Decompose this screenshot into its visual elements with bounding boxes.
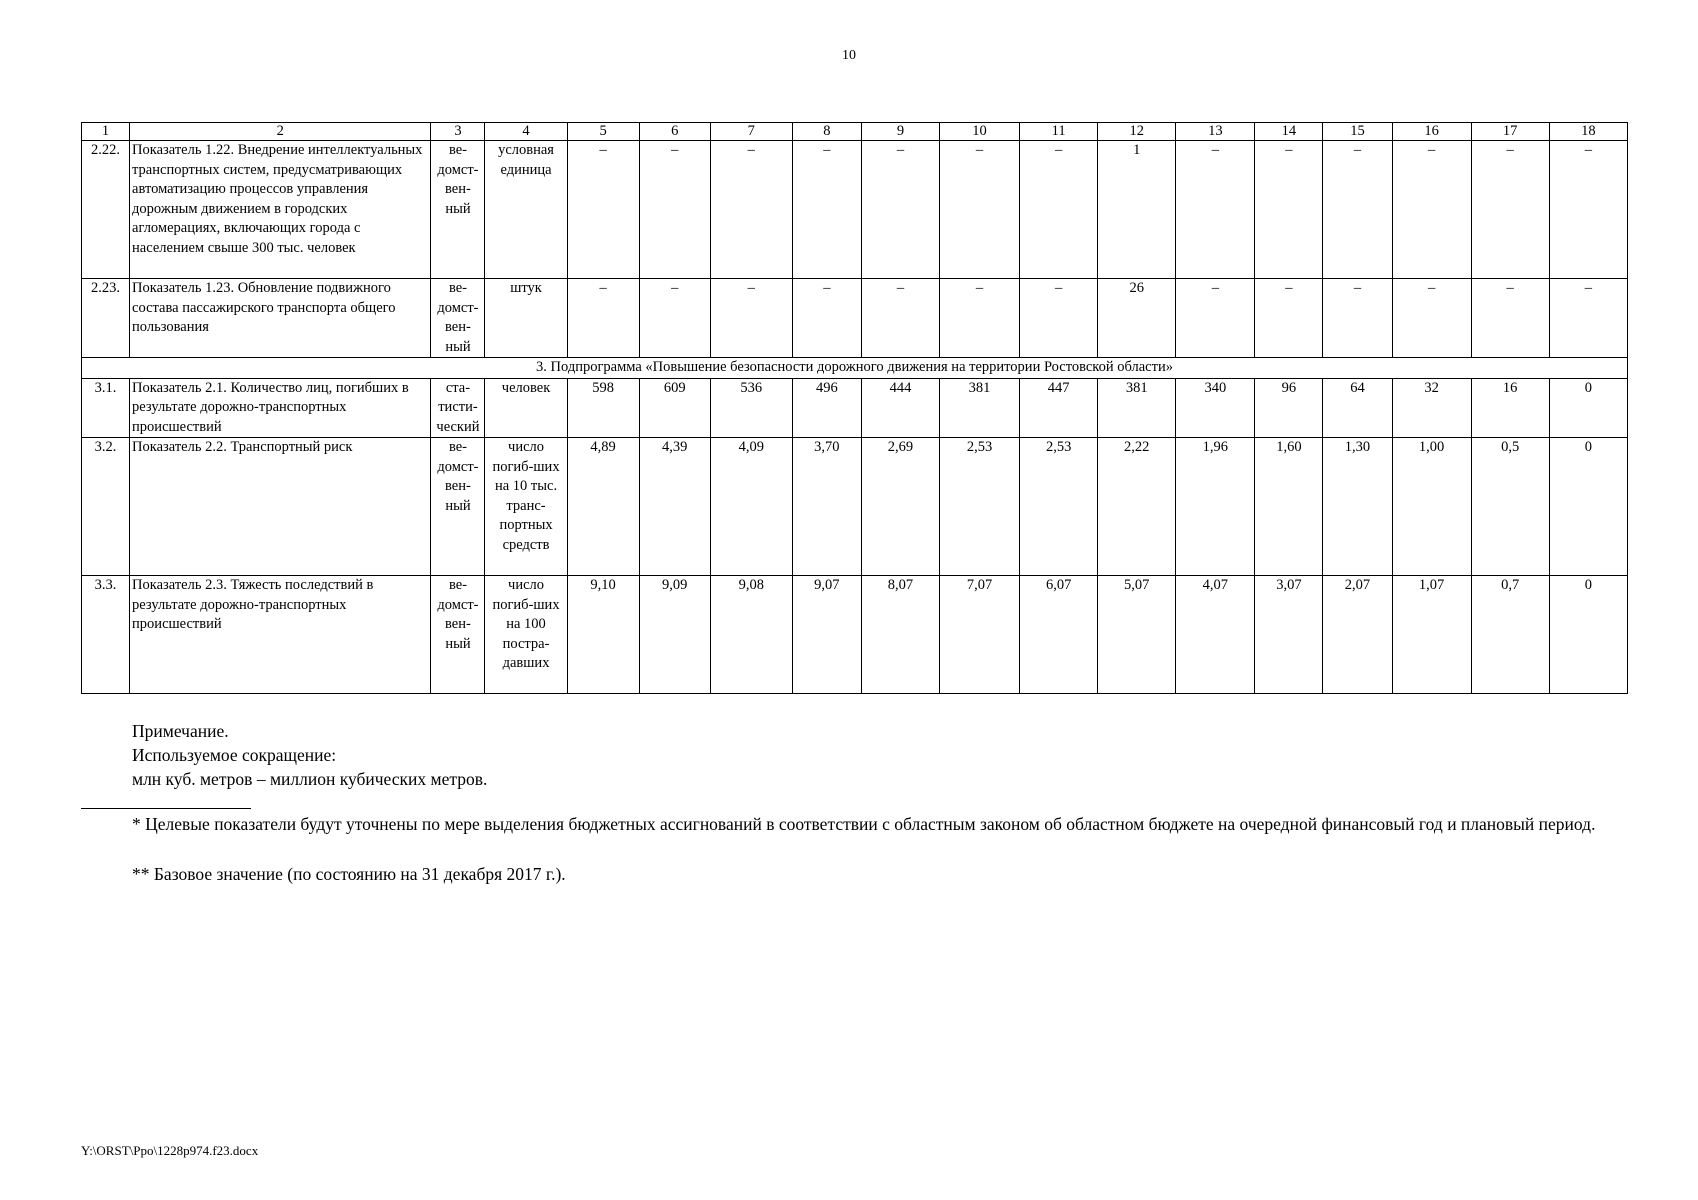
value-cell: – bbox=[1471, 279, 1549, 358]
value-cell: – bbox=[1392, 279, 1471, 358]
header-cell: 18 bbox=[1549, 123, 1627, 141]
value-cell: 4,39 bbox=[639, 438, 710, 576]
indicator-name: Показатель 2.2. Транспортный риск bbox=[130, 438, 431, 576]
value-cell: – bbox=[567, 279, 639, 358]
indicator-name: Показатель 1.22. Внедрение интеллектуальных транспортных систем, предусматривающих автоматизацию процессов управления дорожным движением в городских агломерациях, включающих города с населением свыше 300 тыс. человек bbox=[130, 141, 431, 279]
value-cell: 447 bbox=[1020, 378, 1098, 438]
value-cell: 5,07 bbox=[1098, 576, 1176, 694]
value-cell: – bbox=[940, 279, 1020, 358]
value-cell: 444 bbox=[861, 378, 939, 438]
header-cell: 5 bbox=[567, 123, 639, 141]
value-cell: 32 bbox=[1392, 378, 1471, 438]
row-number: 3.1. bbox=[82, 378, 130, 438]
table-row bbox=[82, 378, 1628, 438]
indicator-type: ве-домст-вен-ный bbox=[431, 576, 485, 694]
header-cell: 17 bbox=[1471, 123, 1549, 141]
value-cell: 9,09 bbox=[639, 576, 710, 694]
page-number: 10 bbox=[842, 48, 856, 63]
table-row bbox=[82, 438, 1628, 576]
value-cell: – bbox=[940, 141, 1020, 279]
value-cell: 381 bbox=[1098, 378, 1176, 438]
header-cell: 15 bbox=[1323, 123, 1392, 141]
value-cell: 340 bbox=[1176, 378, 1255, 438]
indicators-table bbox=[81, 122, 1628, 694]
value-cell: 1 bbox=[1098, 141, 1176, 279]
value-cell: 1,07 bbox=[1392, 576, 1471, 694]
indicator-type: ве-домст-вен-ный bbox=[431, 141, 485, 279]
value-cell: – bbox=[1323, 141, 1392, 279]
value-cell: 4,07 bbox=[1176, 576, 1255, 694]
section-title: 3. Подпрограмма «Повышение безопасности дорожного движения на территории Ростовской области» bbox=[82, 358, 1628, 379]
indicator-type: ве-домст-вен-ный bbox=[431, 279, 485, 358]
value-cell: – bbox=[1549, 279, 1627, 358]
value-cell: – bbox=[792, 279, 861, 358]
value-cell: 7,07 bbox=[940, 576, 1020, 694]
footnote-2 bbox=[81, 862, 1628, 887]
header-cell: 4 bbox=[485, 123, 567, 141]
value-cell: – bbox=[861, 279, 939, 358]
value-cell: 16 bbox=[1471, 378, 1549, 438]
table-row bbox=[82, 279, 1628, 358]
value-cell: 1,60 bbox=[1255, 438, 1323, 576]
note-abbreviation-heading: Используемое сокращение: bbox=[132, 745, 337, 765]
value-cell: – bbox=[639, 279, 710, 358]
value-cell: 3,07 bbox=[1255, 576, 1323, 694]
header-cell: 13 bbox=[1176, 123, 1255, 141]
value-cell: – bbox=[1255, 279, 1323, 358]
value-cell: 8,07 bbox=[861, 576, 939, 694]
value-cell: 1,30 bbox=[1323, 438, 1392, 576]
table-row bbox=[82, 141, 1628, 279]
value-cell: – bbox=[1255, 141, 1323, 279]
header-cell: 10 bbox=[940, 123, 1020, 141]
footnote-separator bbox=[81, 808, 251, 809]
row-number: 3.3. bbox=[82, 576, 130, 694]
value-cell: 4,09 bbox=[710, 438, 792, 576]
value-cell: – bbox=[710, 279, 792, 358]
indicator-unit: число погиб-ших на 10 тыс. транс-портных средств bbox=[485, 438, 567, 576]
value-cell: – bbox=[1176, 279, 1255, 358]
value-cell: – bbox=[639, 141, 710, 279]
value-cell: 3,70 bbox=[792, 438, 861, 576]
value-cell: – bbox=[792, 141, 861, 279]
header-cell: 11 bbox=[1020, 123, 1098, 141]
value-cell: 2,69 bbox=[861, 438, 939, 576]
value-cell: 9,08 bbox=[710, 576, 792, 694]
value-cell: 609 bbox=[639, 378, 710, 438]
row-number: 2.22. bbox=[82, 141, 130, 279]
indicator-name: Показатель 2.1. Количество лиц, погибших в результате дорожно-транспортных происшествий bbox=[130, 378, 431, 438]
value-cell: 2,07 bbox=[1323, 576, 1392, 694]
table-row bbox=[82, 576, 1628, 694]
section-row bbox=[82, 358, 1628, 379]
note-title: Примечание. bbox=[132, 721, 229, 741]
value-cell: – bbox=[567, 141, 639, 279]
value-cell: – bbox=[1471, 141, 1549, 279]
value-cell: – bbox=[1176, 141, 1255, 279]
indicator-type: ве-домст-вен-ный bbox=[431, 438, 485, 576]
value-cell: 536 bbox=[710, 378, 792, 438]
header-cell: 2 bbox=[130, 123, 431, 141]
footnote-1-text: * Целевые показатели будут уточнены по мере выделения бюджетных ассигнований в соответствии с областным законом об областном бюджете на очередной финансовый год и плановый период. bbox=[132, 814, 1596, 834]
indicator-unit: штук bbox=[485, 279, 567, 358]
value-cell: 0 bbox=[1549, 576, 1627, 694]
indicator-name: Показатель 2.3. Тяжесть последствий в результате дорожно-транспортных происшествий bbox=[130, 576, 431, 694]
header-cell: 3 bbox=[431, 123, 485, 141]
indicator-name: Показатель 1.23. Обновление подвижного состава пассажирского транспорта общего пользования bbox=[130, 279, 431, 358]
indicator-unit: человек bbox=[485, 378, 567, 438]
value-cell: 6,07 bbox=[1020, 576, 1098, 694]
value-cell: – bbox=[1323, 279, 1392, 358]
indicator-unit: условная единица bbox=[485, 141, 567, 279]
note-abbreviation: млн куб. метров – миллион кубических метров. bbox=[132, 769, 488, 789]
header-cell: 7 bbox=[710, 123, 792, 141]
value-cell: 496 bbox=[792, 378, 861, 438]
value-cell: 598 bbox=[567, 378, 639, 438]
value-cell: 1,00 bbox=[1392, 438, 1471, 576]
value-cell: – bbox=[1020, 279, 1098, 358]
value-cell: – bbox=[861, 141, 939, 279]
value-cell: 2,53 bbox=[1020, 438, 1098, 576]
header-cell: 14 bbox=[1255, 123, 1323, 141]
header-cell: 8 bbox=[792, 123, 861, 141]
value-cell: – bbox=[1392, 141, 1471, 279]
header-cell: 6 bbox=[639, 123, 710, 141]
value-cell: 2,22 bbox=[1098, 438, 1176, 576]
footnote-1 bbox=[81, 812, 1628, 837]
value-cell: 64 bbox=[1323, 378, 1392, 438]
value-cell: 381 bbox=[940, 378, 1020, 438]
footnote-2-text: ** Базовое значение (по состоянию на 31 декабря 2017 г.). bbox=[132, 864, 566, 884]
value-cell: 0,5 bbox=[1471, 438, 1549, 576]
value-cell: 0 bbox=[1549, 438, 1627, 576]
value-cell: – bbox=[1549, 141, 1627, 279]
value-cell: 9,07 bbox=[792, 576, 861, 694]
value-cell: 0 bbox=[1549, 378, 1627, 438]
value-cell: 96 bbox=[1255, 378, 1323, 438]
value-cell: 1,96 bbox=[1176, 438, 1255, 576]
header-row bbox=[82, 123, 1628, 141]
value-cell: 4,89 bbox=[567, 438, 639, 576]
header-cell: 12 bbox=[1098, 123, 1176, 141]
value-cell: 9,10 bbox=[567, 576, 639, 694]
value-cell: 0,7 bbox=[1471, 576, 1549, 694]
value-cell: 26 bbox=[1098, 279, 1176, 358]
row-number: 3.2. bbox=[82, 438, 130, 576]
value-cell: 2,53 bbox=[940, 438, 1020, 576]
indicator-unit: число погиб-ших на 100 постра-давших bbox=[485, 576, 567, 694]
header-cell: 16 bbox=[1392, 123, 1471, 141]
value-cell: – bbox=[710, 141, 792, 279]
file-path: Y:\ORST\Ppo\1228p974.f23.docx bbox=[81, 1143, 259, 1158]
value-cell: – bbox=[1020, 141, 1098, 279]
indicator-type: ста-тисти-ческий bbox=[431, 378, 485, 438]
header-cell: 1 bbox=[82, 123, 130, 141]
row-number: 2.23. bbox=[82, 279, 130, 358]
header-cell: 9 bbox=[861, 123, 939, 141]
